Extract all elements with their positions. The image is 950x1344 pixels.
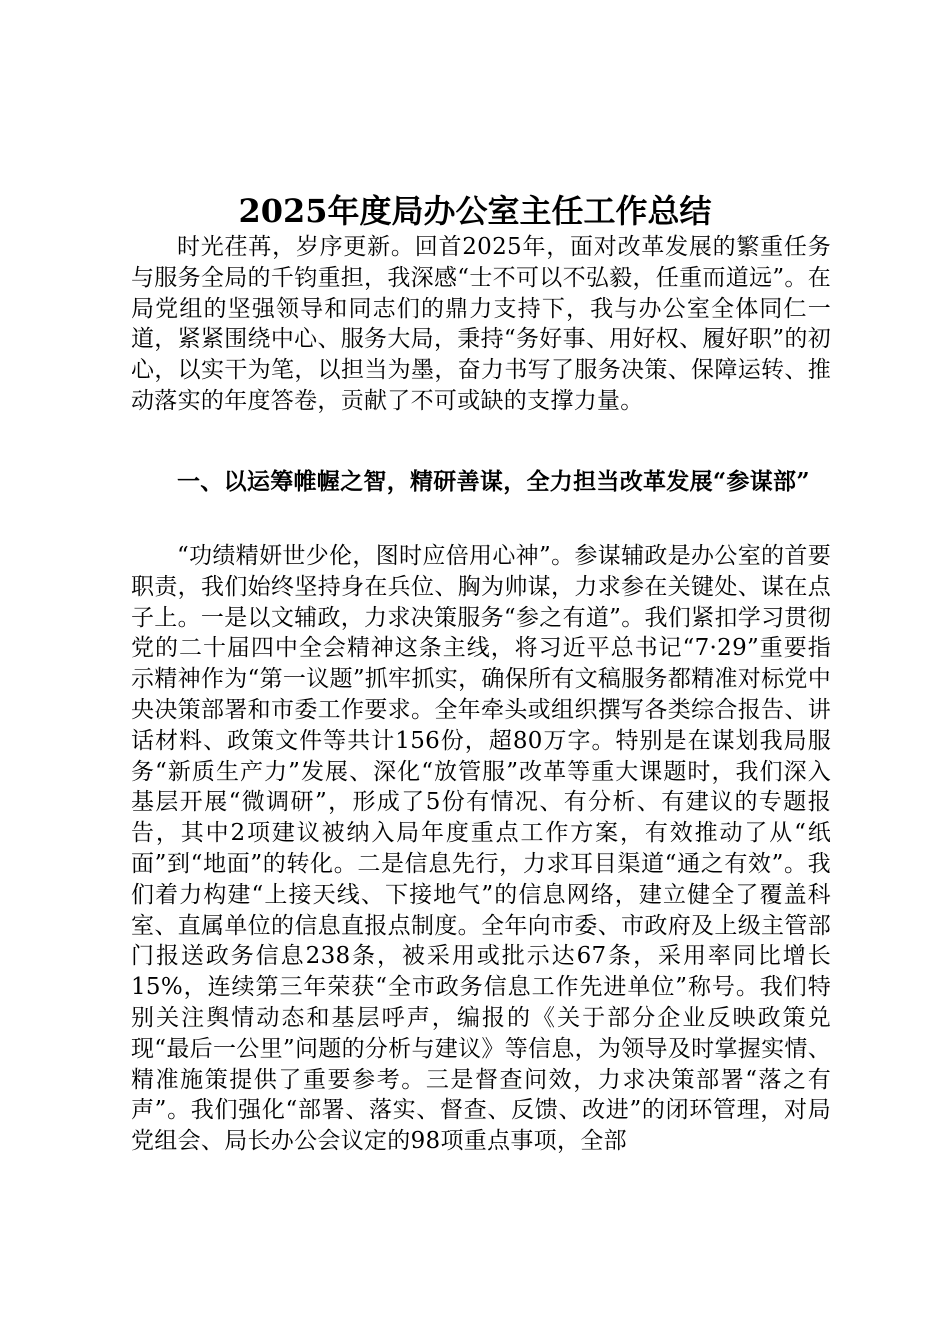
intro-paragraph: 时光荏苒，岁序更新。回首2025年，面对改革发展的繁重任务与服务全局的千钧重担，我深感“士不可以不弘毅，任重而道远”。在局党组的坚强领导和同志们的鼎力支持下，我与办公室全体同仁一道，紧紧围绕中心、服务大局，秉持“务好事、用好权、履好职”的初心，以实干为笔，以担当为墨，奋力书写了服务决策、保障运转、推动落实的年度答卷，贡献了不可或缺的支撑力量。 bbox=[131, 234, 831, 414]
document-title: 2025年度局办公室主任工作总结 bbox=[238, 192, 712, 231]
section-body-paragraph: “功绩精妍世少伦，图时应倍用心神”。参谋辅政是办公室的首要职责，我们始终坚持身在兵位、胸为帅谋，力求参在关键处、谋在点子上。一是以文辅政，力求决策服务“参之有道”。我们紧扣学习贯彻党的二十届四中全会精神这条主线，将习近平总书记“7·29”重要指示精神作为“第一议题”抓牢抓实，确保所有文稿服务都精准对标党中央决策部署和市委工作要求。全年牵头或组织撰写各类综合报告、讲话材料、政策文件等共计156份，超80万字。特别是在谋划我局服务“新质生产力”发展、深化“放管服”改革等重大课题时，我们深入基层开展“微调研”，形成了5份有情况、有分析、有建议的专题报告，其中2项建议被纳入局年度重点工作方案，有效推动了从“纸面”到“地面”的转化。二是信息先行，力求耳目渠道“通之有效”。我们着力构建“上接天线、下接地气”的信息网络，建立健全了覆盖科室、直属单位的信息直报点制度。全年向市委、市政府及上级主管部门报送政务信息238条，被采用或批示达67条，采用率同比增长15%，连续第三年荣获“全市政务信息工作先进单位”称号。我们特别关注舆情动态和基层呼声，编报的《关于部分企业反映政策兑现“最后一公里”问题的分析与建议》等信息，为领导及时掌握实情、精准施策提供了重要参考。三是督查问效，力求决策部署“落之有声”。我们强化“部署、落实、督查、反馈、改进”的闭环管理，对局党组会、局长办公会议定的98项重点事项，全部 bbox=[131, 543, 831, 1155]
section-heading: 一、以运筹帷幄之智，精研善谋，全力担当改革发展“参谋部” bbox=[177, 468, 810, 495]
